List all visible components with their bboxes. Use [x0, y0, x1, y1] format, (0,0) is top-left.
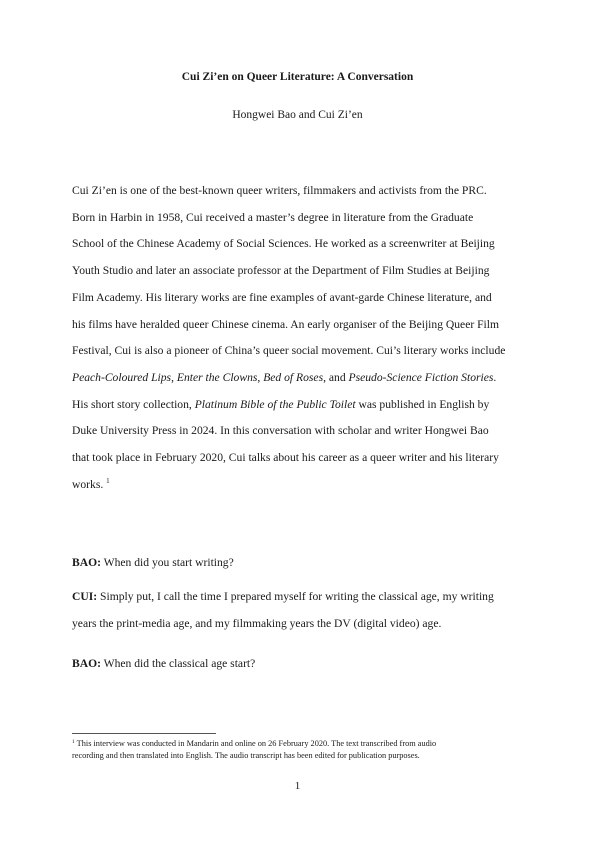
answer-text: years the print-media age, and my filmmaking years the DV (digital video) age. — [72, 616, 442, 630]
intro-line: Born in Harbin in 1958, Cui received a master’s degree in literature from the Graduate — [72, 210, 474, 224]
separator: , — [171, 370, 177, 384]
intro-paragraph — [72, 178, 524, 498]
intro-text: works. — [72, 477, 104, 491]
footnote — [72, 738, 527, 762]
answer-cui — [72, 584, 524, 637]
question-bao — [72, 550, 524, 577]
intro-line: Duke University Press in 2024. In this conversation with scholar and writer Hongwei Bao — [72, 424, 489, 438]
speaker-label: BAO: — [72, 657, 101, 670]
work-title: Bed of Roses — [263, 370, 324, 384]
intro-line: Youth Studio and later an associate professor at the Department of Film Studies at Beijing — [72, 264, 490, 278]
work-title: Platinum Bible of the Public Toilet — [194, 397, 356, 411]
footnote-text: recording and then translated into English. The audio transcript has been edited for publication purposes. — [72, 751, 420, 760]
intro-line-works — [72, 365, 524, 392]
intro-line: Festival, Cui is also a pioneer of China’s queer social movement. Cui’s literary works include — [72, 344, 506, 358]
footnote-line — [72, 738, 527, 750]
footnote-number: 1 — [72, 739, 75, 745]
work-title: Enter the Clowns — [176, 370, 258, 384]
intro-text: was published in English by — [355, 397, 490, 411]
footnote-text: This interview was conducted in Mandarin and online on 26 February 2020. The text transcribed from audio — [74, 739, 437, 748]
qa-line — [72, 550, 524, 577]
intro-line: that took place in February 2020, Cui talks about his career as a queer writer and his literary — [72, 451, 499, 465]
intro-line: School of the Chinese Academy of Social Sciences. He worked as a screenwriter at Beijing — [72, 237, 495, 251]
work-title: Peach-Coloured Lips — [72, 370, 172, 384]
speaker-label: BAO: — [72, 556, 101, 569]
intro-line — [72, 392, 524, 419]
footnote-divider — [72, 733, 216, 734]
article-authors: Hongwei Bao and Cui Zi’en — [232, 109, 363, 121]
separator: , and — [323, 370, 349, 384]
intro-line — [72, 472, 524, 499]
intro-line: Film Academy. His literary works are fine examples of avant-garde Chinese literature, and — [72, 290, 492, 304]
intro-text: His short story collection, — [72, 397, 195, 411]
question-text: When did you start writing? — [100, 556, 234, 569]
intro-line: his films have heralded queer Chinese cinema. An early organiser of the Beijing Queer Film — [72, 317, 500, 331]
page-number: 1 — [294, 780, 301, 792]
answer-text: Simply put, I call the time I prepared myself for writing the classical age, my writing — [97, 590, 494, 603]
sentence-end: . — [493, 370, 497, 384]
qa-line — [72, 651, 524, 678]
question-text: When did the classical age start? — [100, 657, 256, 670]
intro-line: Cui Zi’en is one of the best-known queer writers, filmmakers and activists from the PRC. — [72, 184, 487, 197]
separator: , — [257, 370, 264, 384]
work-title: Pseudo-Science Fiction Stories — [348, 370, 494, 384]
article-title: Cui Zi’en on Queer Literature: A Conversation — [181, 71, 414, 83]
question-bao — [72, 651, 524, 678]
footnote-marker[interactable]: 1 — [106, 476, 110, 485]
speaker-label: CUI: — [72, 590, 98, 603]
qa-line — [72, 584, 524, 611]
